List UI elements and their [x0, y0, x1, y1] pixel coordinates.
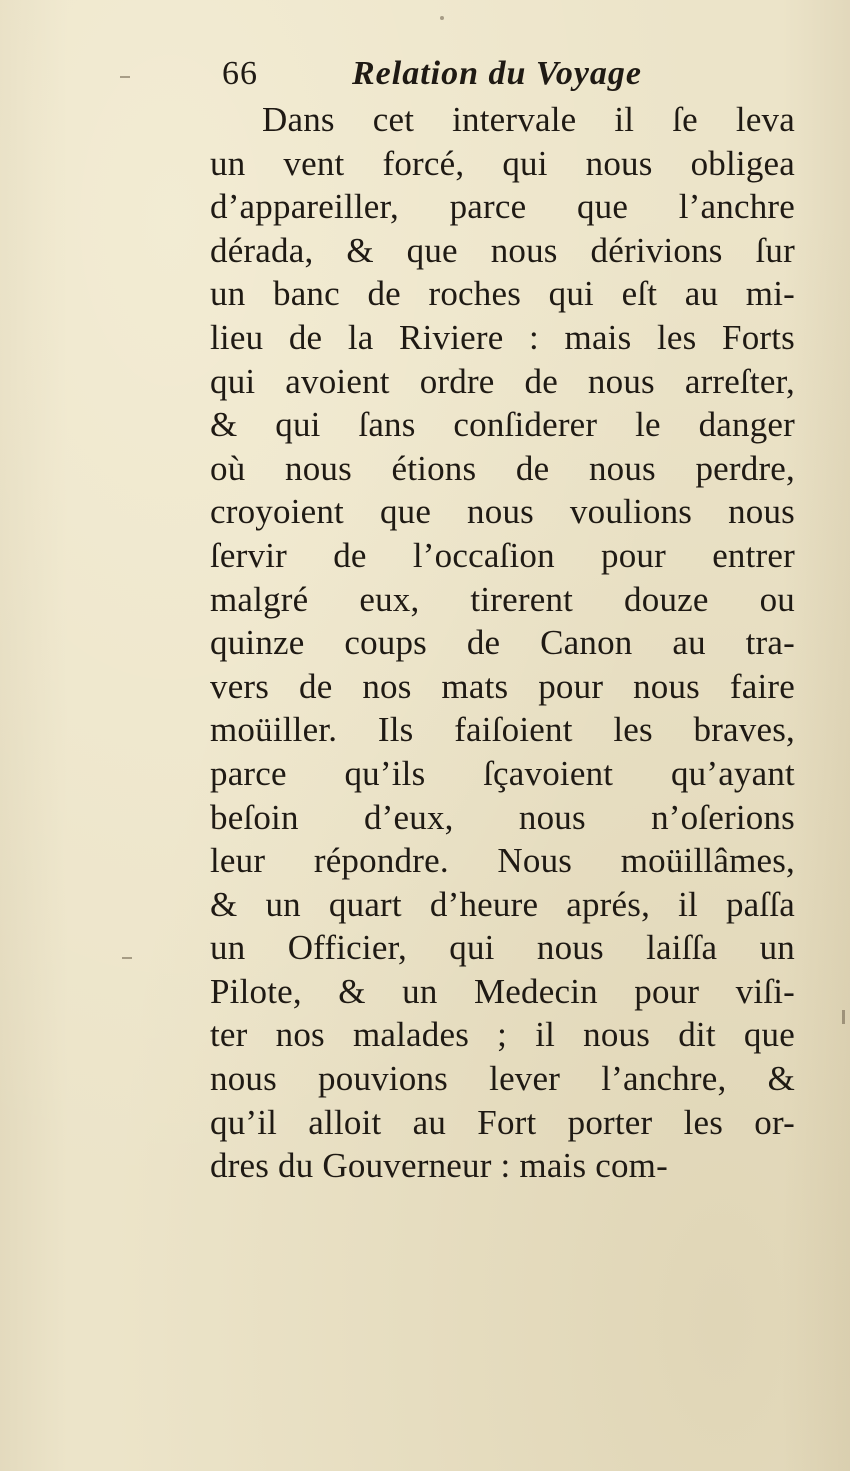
ink-blemish	[122, 957, 132, 959]
text-line: qu’il alloit au Fort porter les or-	[210, 1102, 795, 1142]
text-line: un vent forcé, qui nous obligea	[210, 143, 795, 183]
text-line: & qui ſans conſiderer le danger	[210, 405, 795, 445]
text-line: quinze coups de Canon au tra-	[210, 623, 795, 663]
ink-blemish	[440, 16, 444, 20]
text-line: nous pouvions lever l’anchre, &	[210, 1059, 795, 1099]
text-line: parce qu’ils ſçavoient qu’ayant	[210, 753, 795, 793]
text-line: Dans cet intervale il ſe leva	[262, 100, 795, 139]
text-line: leur répondre. Nous moüillâmes,	[210, 841, 795, 881]
text-line: croyoient que nous voulions nous	[210, 492, 795, 532]
page-number: 66	[222, 55, 258, 92]
text-line: d’appareiller, parce que l’anchre	[210, 187, 795, 227]
text-line: qui avoient ordre de nous arreſter,	[210, 361, 795, 401]
text-line: où nous étions de nous perdre,	[210, 448, 795, 488]
text-line: ter nos malades ; il nous dit que	[210, 1015, 795, 1055]
body-text	[210, 98, 795, 1188]
text-line: un banc de roches qui eſt au mi-	[210, 274, 795, 314]
text-line: dérada, & que nous dérivions ſur	[210, 230, 795, 270]
text-line: moüiller. Ils faiſoient les braves,	[210, 710, 795, 750]
ink-blemish	[842, 1010, 845, 1024]
text-line: un Officier, qui nous laiſſa un	[210, 928, 795, 968]
text-line: Pilote, & un Medecin pour viſi-	[210, 971, 795, 1011]
text-line: dres du Gouverneur : mais com-	[210, 1146, 668, 1186]
text-line: ſervir de l’occaſion pour entrer	[210, 535, 795, 575]
ink-blemish	[120, 76, 130, 78]
running-title: Relation du Voyage	[352, 55, 643, 92]
running-head	[222, 52, 682, 96]
text-line: beſoin d’eux, nous n’oſerions	[210, 797, 795, 837]
text-line: vers de nos mats pour nous faire	[210, 666, 795, 706]
text-line: lieu de la Riviere : mais les Forts	[210, 317, 795, 357]
text-line: malgré eux, tirerent douze ou	[210, 579, 795, 619]
text-line: & un quart d’heure aprés, il paſſa	[210, 884, 795, 924]
